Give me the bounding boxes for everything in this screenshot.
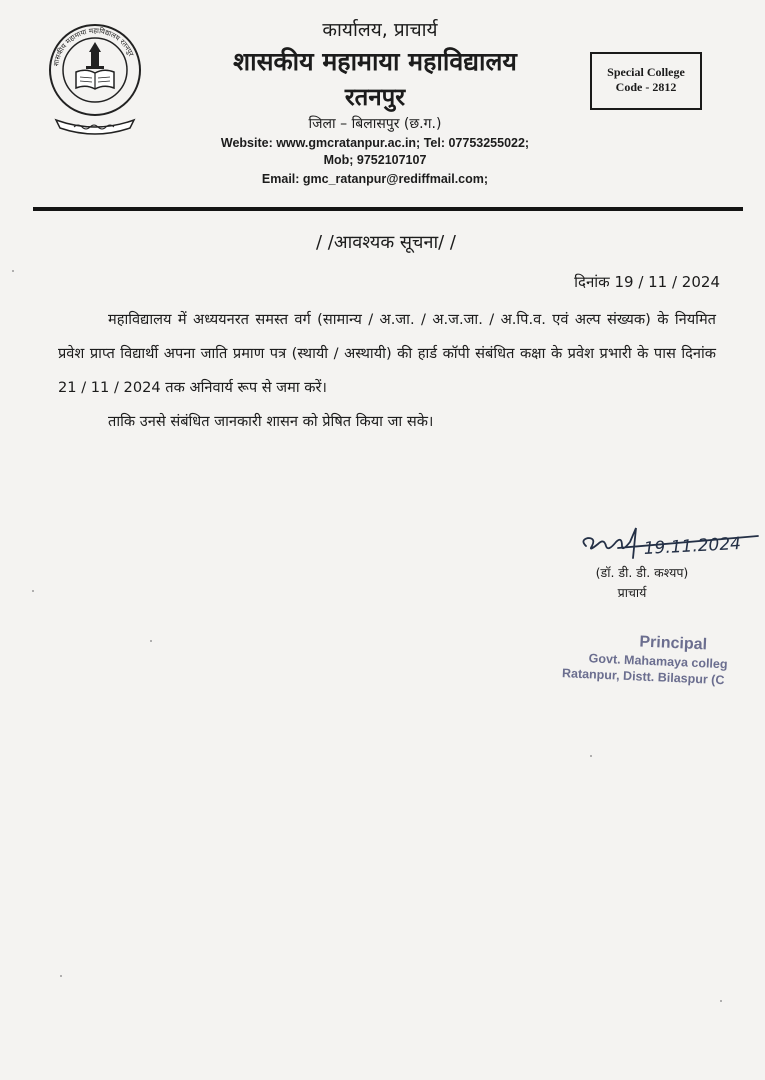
scan-speck	[60, 975, 62, 977]
scan-speck	[720, 1000, 722, 1002]
contact-website-tel: Website: www.gmcratanpur.ac.in; Tel: 07753255022;	[220, 136, 530, 150]
signature-date: 19.11.2024	[643, 533, 742, 559]
notice-body	[58, 303, 716, 439]
logo-arc-text: शासकीय महामाया महाविद्यालय रतनपुर	[52, 26, 136, 67]
college-name: शासकीय महामाया महाविद्यालय	[233, 47, 517, 76]
notice-paragraph-1: महाविद्यालय में अध्ययनरत समस्त वर्ग (सामान्य / अ.जा. / अ.ज.जा. / अ.पि.व. एवं अल्प संख्यक) के नियमित प्रवेश प्राप्त विद्यार्थी अपना जाति प्रमाण पत्र (स्थायी / अस्थायी) की हार्ड कॉपी संबंधित कक्षा के प्रवेश प्रभारी के पास दिनांक 21 / 11 / 2024 तक अनिवार्य रूप से जमा करें।	[58, 311, 716, 396]
scan-speck	[150, 640, 152, 642]
office-line: कार्यालय, प्राचार्य	[322, 19, 438, 41]
college-code-box	[590, 52, 702, 110]
code-box-value: Code - 2812	[615, 80, 677, 94]
scan-speck	[32, 590, 34, 592]
handwritten-signature	[578, 524, 765, 564]
code-box-label: Special College	[607, 65, 685, 79]
principal-stamp	[557, 628, 765, 707]
notice-title: / /आवश्यक सूचना/ /	[316, 232, 456, 253]
stamp-line-address: Ratanpur, Distt. Bilaspur (C	[561, 666, 725, 688]
college-logo	[48, 22, 142, 140]
scan-speck	[590, 755, 592, 757]
notice-date: दिनांक 19 / 11 / 2024	[574, 273, 720, 291]
contact-mobile: Mob; 9752107107	[323, 153, 427, 167]
scan-speck	[12, 270, 14, 272]
city-name: रतनपुर	[344, 83, 406, 111]
signatory-title: प्राचार्य	[617, 585, 647, 600]
contact-email: Email: gmc_ratanpur@rediffmail.com;	[261, 172, 489, 186]
signatory-name: (डॉ. डी. डी. कश्यप)	[595, 565, 689, 580]
stamp-line-principal: Principal	[639, 633, 708, 654]
header-divider	[33, 207, 743, 211]
notice-paragraph-2: ताकि उनसे संबंधित जानकारी शासन को प्रेषित किया जा सके।	[108, 413, 434, 430]
stamp-line-college: Govt. Mahamaya colleg	[588, 651, 728, 672]
district-line: जिला – बिलासपुर (छ.ग.)	[308, 116, 442, 132]
